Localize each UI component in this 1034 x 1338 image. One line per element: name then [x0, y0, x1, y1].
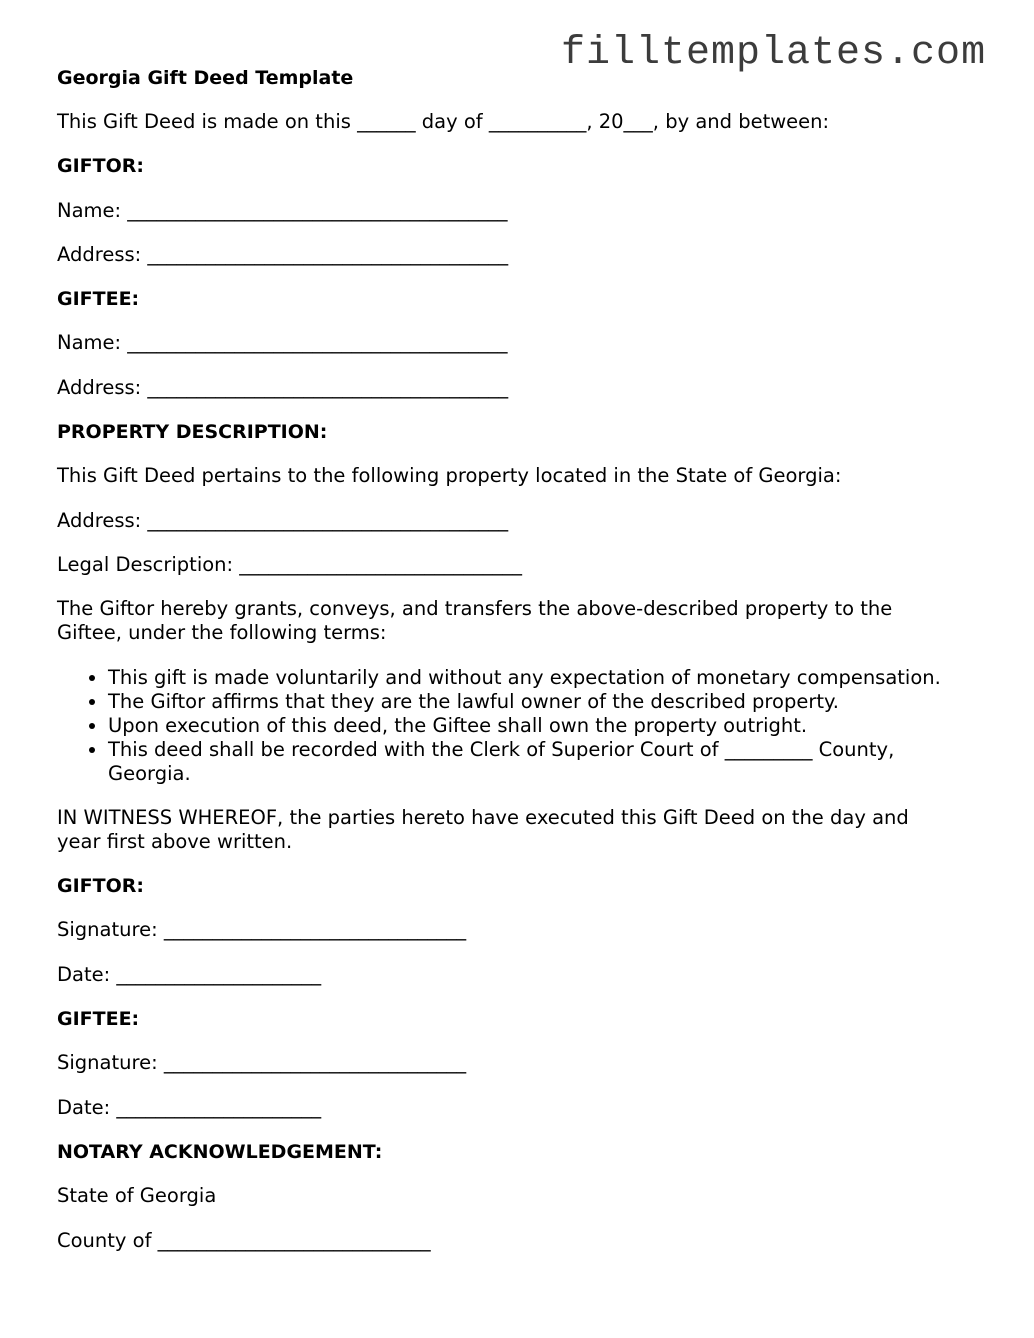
- document-title: Georgia Gift Deed Template: [57, 67, 354, 89]
- property-heading: PROPERTY DESCRIPTION:: [57, 421, 328, 444]
- grant-paragraph: The Giftor hereby grants, conveys, and transfers the above-described property to the Giftee, under the following terms:: [57, 597, 899, 645]
- term-item: • This deed shall be recorded with the Clerk of Superior Court of _________ County, Georgia.: [108, 738, 938, 786]
- terms-list: [57, 666, 977, 786]
- witness-paragraph: IN WITNESS WHEREOF, the parties hereto have executed this Gift Deed on the day and year first above written.: [57, 805, 915, 853]
- giftee-signature-field: Signature: _______________________________: [57, 1051, 467, 1075]
- notary-state-line: State of Georgia: [57, 1184, 217, 1208]
- term-item: • Upon execution of this deed, the Giftee shall own the property outright.: [108, 714, 977, 738]
- giftor-signature-heading: GIFTOR:: [57, 875, 144, 898]
- site-watermark: filltemplates.com: [561, 31, 987, 76]
- giftor-heading: GIFTOR:: [57, 155, 144, 178]
- giftor-signature-field: Signature: _______________________________: [57, 918, 467, 942]
- giftee-heading: GIFTEE:: [57, 288, 140, 311]
- notary-county-field: County of ____________________________: [57, 1228, 431, 1252]
- giftee-signature-heading: GIFTEE:: [57, 1008, 140, 1031]
- legal-description-field: Legal Description: _____________________________: [57, 552, 523, 576]
- giftee-name-field: Name: _______________________________________: [57, 331, 508, 355]
- notary-heading: NOTARY ACKNOWLEDGEMENT:: [57, 1140, 383, 1163]
- property-intro: This Gift Deed pertains to the following property located in the State of Georgia:: [57, 464, 842, 488]
- giftee-date-field: Date: _____________________: [57, 1095, 322, 1119]
- term-item: • The Giftor affirms that they are the lawful owner of the described property.: [108, 690, 977, 714]
- giftor-date-field: Date: _____________________: [57, 962, 322, 986]
- giftee-address-field: Address: _____________________________________: [57, 375, 509, 399]
- giftor-name-field: Name: _______________________________________: [57, 198, 508, 222]
- term-item: • This gift is made voluntarily and without any expectation of monetary compensation.: [108, 666, 977, 690]
- property-address-field: Address: _____________________________________: [57, 508, 509, 532]
- gift-deed-document: [57, 66, 977, 1273]
- intro-line: This Gift Deed is made on this ______ day of __________, 20___, by and between:: [57, 110, 830, 133]
- giftor-address-field: Address: _____________________________________: [57, 242, 509, 266]
